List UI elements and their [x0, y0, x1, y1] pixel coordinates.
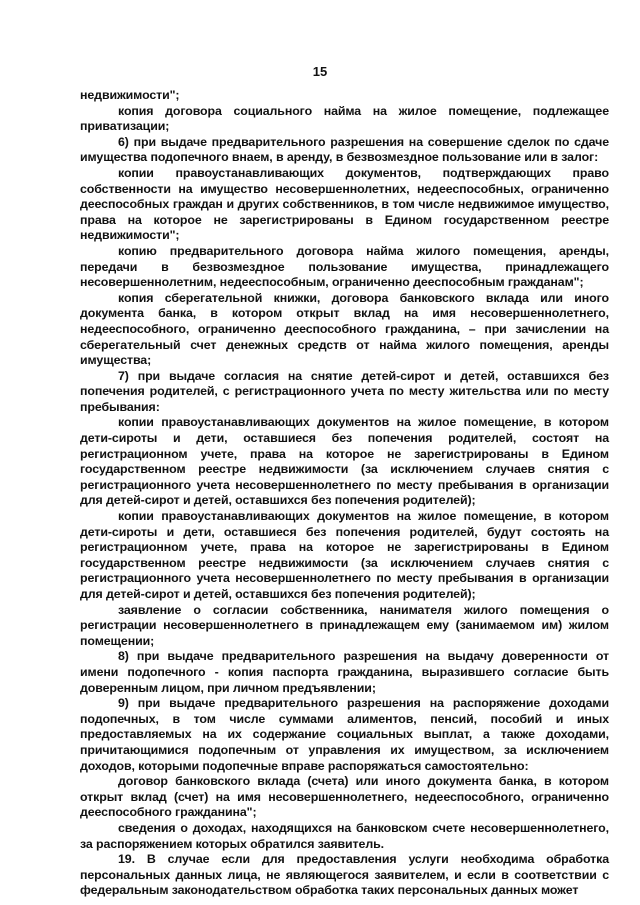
paragraph: копию предварительного договора найма жилого помещения, аренды, передачи в безвозмездное пользование имущества, принадлежащего несовершеннолетним, недееспособным, ограниченно дееспособным гражданам"; [80, 243, 609, 290]
paragraph-item-9: 9) при выдаче предварительного разрешения на распоряжение доходами подопечных, в том числе суммами алиментов, пенсий, пособий и иных предоставляемых на их содержание социальных выплат, а также доходами, причитающимися подопечным от управления их имуществом, за исключением доходов, которыми подопечные вправе распоряжаться самостоятельно: [80, 696, 609, 773]
document-body [80, 88, 609, 899]
page-number: 15 [312, 64, 328, 79]
paragraph-item-7: 7) при выдаче согласия на снятие детей-сирот и детей, оставшихся без попечения родителей, с регистрационного учета по месту жительства или по месту пребывания: [80, 368, 609, 414]
paragraph: сведения о доходах, находящихся на банковском счете несовершеннолетнего, за распоряжением которых обратился заявитель. [80, 820, 609, 851]
paragraph: копии правоустанавливающих документов, подтверждающих право собственности на имущество несовершеннолетних, недееспособных, ограниченно дееспособных граждан и других собственников, в том числе недвижимое имущество, права на которое не зарегистрированы в Едином государственном реестре недвижимости"; [80, 165, 609, 243]
paragraph: заявление о согласии собственника, нанимателя жилого помещения о регистрации несовершеннолетнего в принадлежащем ему (занимаемом им) жилом помещении; [80, 602, 609, 648]
paragraph: копия договора социального найма на жилое помещение, подлежащее приватизации; [80, 103, 609, 134]
paragraph: копия сберегательной книжки, договора банковского вклада или иного документа банка, в котором открыт вклад на имя несовершеннолетнего, недееспособного, ограниченно дееспособного гражданина, – при зачислении на сберегательный счет денежных средств от найма жилого помещения, аренды имущества; [80, 290, 609, 368]
paragraph: копии правоустанавливающих документов на жилое помещение, в котором дети-сироты и дети, оставшиеся без попечения родителей, состоят на регистрационном учете, права на которое не зарегистрированы в Едином государственном реестре недвижимости (за исключением случаев снятия с регистрационного учета несовершеннолетнего по месту пребывания в организации для детей-сирот и детей, оставшихся без попечения родителей); [80, 415, 609, 508]
paragraph-item-19: 19. В случае если для предоставления услуги необходима обработка персональных данных лица, не являющегося заявителем, и если в соответствии с федеральным законодательством обработка таких персональных данных может [80, 852, 609, 898]
paragraph-item-6: 6) при выдаче предварительного разрешения на совершение сделок по сдаче имущества подопечного внаем, в аренду, в безвозмездное пользование или в залог: [80, 134, 609, 165]
paragraph-continuation: недвижимости"; [80, 88, 180, 102]
paragraph: копии правоустанавливающих документов на жилое помещение, в котором дети-сироты и дети, оставшиеся без попечения родителей, будут состоять на регистрационном учете, права на которое не зарегистрированы в Едином государственном реестре недвижимости (за исключением случаев снятия с регистрационного учета несовершеннолетнего по месту пребывания в организации для детей-сирот и детей, оставшихся без попечения родителей); [80, 509, 609, 601]
paragraph-item-8: 8) при выдаче предварительного разрешения на выдачу доверенности от имени подопечного - копия паспорта гражданина, выразившего согласие быть доверенным лицом, при личном предъявлении; [80, 649, 609, 695]
paragraph: договор банковского вклада (счета) или иного документа банка, в котором открыт вклад (счет) на имя несовершеннолетнего, недееспособного, ограниченно дееспособного гражданина"; [80, 774, 609, 820]
